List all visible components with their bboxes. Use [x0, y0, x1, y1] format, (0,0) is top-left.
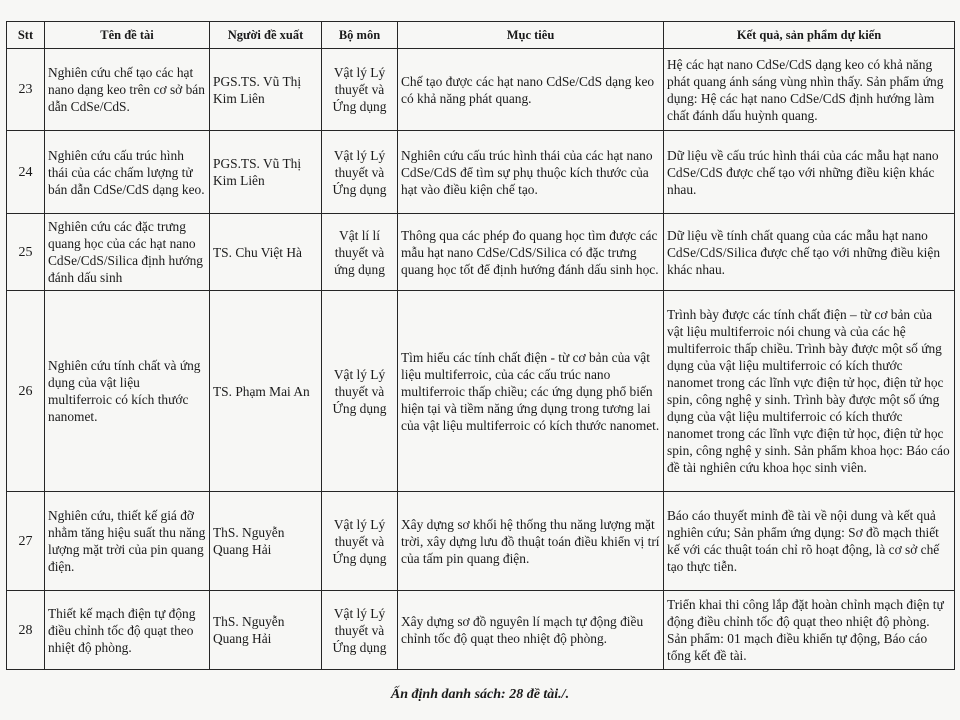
row-stt: 27 [7, 492, 45, 591]
row-expected-result: Trình bày được các tính chất điện – từ cơ bản của vật liệu multiferroic nói chung và của các hệ multiferroic thấp chiều. Trình bày được một số ứng dụng của vật liệu multiferroic có kích thước nanomet trong các lĩnh vực điện tử học, điện tử học spin, công nghệ y sinh. Trình bày được một số ứng dụng của vật liệu multiferroic có kích thước nanomet trong các lĩnh vực điện tử học, điện tử học spin, công nghệ y sinh. Sản phẩm khoa học: Báo cáo đề tài nghiên cứu khoa học sinh viên. [664, 291, 955, 492]
row-department: Vật lý Lý thuyết và Ứng dụng [322, 49, 398, 131]
row-expected-result: Dữ liệu về tính chất quang của các mẫu hạt nano CdSe/CdS/Silica được chế tạo với những điều kiện khác nhau. [664, 214, 955, 291]
row-goal: Xây dựng sơ đồ nguyên lí mạch tự động điều chỉnh tốc độ quạt theo nhiệt độ phòng. [398, 591, 664, 670]
header-goal: Mục tiêu [398, 22, 664, 49]
row-department: Vật lý Lý thuyết và Ứng dụng [322, 591, 398, 670]
row-stt: 26 [7, 291, 45, 492]
row-goal: Thông qua các phép đo quang học tìm được các mẫu hạt nano CdSe/CdS/Silica có đặc trưng quang học tốt để định hướng đánh dấu sinh học. [398, 214, 664, 291]
row-department: Vật lý Lý thuyết và Ứng dụng [322, 291, 398, 492]
table-row [7, 291, 955, 492]
row-stt: 25 [7, 214, 45, 291]
row-goal: Nghiên cứu cấu trúc hình thái của các hạt nano CdSe/CdS để tìm sự phụ thuộc kích thước của hạt vào điều kiện chế tạo. [398, 131, 664, 214]
row-goal: Chế tạo được các hạt nano CdSe/CdS dạng keo có khả năng phát quang. [398, 49, 664, 131]
footer-note: Ấn định danh sách: 28 đề tài./. [390, 687, 570, 702]
header-stt: Stt [7, 22, 45, 49]
header-proposer: Người đề xuất [210, 22, 322, 49]
row-goal: Xây dựng sơ khối hệ thống thu năng lượng mặt trời, xây dựng lưu đồ thuật toán điều khiển vị trí của tấm pin quang điện. [398, 492, 664, 591]
row-topic-name: Nghiên cứu các đặc trưng quang học của các hạt nano CdSe/CdS/Silica định hướng đánh dấu sinh [45, 214, 210, 291]
row-topic-name: Thiết kế mạch điện tự động điều chỉnh tốc độ quạt theo nhiệt độ phòng. [45, 591, 210, 670]
row-proposer: PGS.TS. Vũ Thị Kim Liên [210, 49, 322, 131]
row-proposer: PGS.TS. Vũ Thị Kim Liên [210, 131, 322, 214]
row-expected-result: Hệ các hạt nano CdSe/CdS dạng keo có khả năng phát quang ánh sáng vùng nhìn thấy. Sản phẩm ứng dụng: Hệ các hạt nano CdSe/CdS định hướng làm chất đánh dấu huỳnh quang. [664, 49, 955, 131]
row-stt: 28 [7, 591, 45, 670]
row-topic-name: Nghiên cứu tính chất và ứng dụng của vật liệu multiferroic có kích thước nanomet. [45, 291, 210, 492]
row-expected-result: Dữ liệu về cấu trúc hình thái của các mẫu hạt nano CdSe/CdS được chế tạo với những điều kiện khác nhau. [664, 131, 955, 214]
table-row [7, 49, 955, 131]
row-stt: 24 [7, 131, 45, 214]
topics-table [6, 21, 955, 670]
row-stt: 23 [7, 49, 45, 131]
header-topic-name: Tên đề tài [45, 22, 210, 49]
row-proposer: ThS. Nguyễn Quang Hải [210, 591, 322, 670]
header-department: Bộ môn [322, 22, 398, 49]
row-topic-name: Nghiên cứu, thiết kế giá đỡ nhằm tăng hiệu suất thu năng lượng mặt trời của pin quang điện. [45, 492, 210, 591]
table-row [7, 492, 955, 591]
row-expected-result: Triển khai thi công lắp đặt hoàn chỉnh mạch điện tự động điều chỉnh tốc độ quạt theo nhiệt độ phòng. Sản phẩm: 01 mạch điều khiển tự động, Báo cáo tổng kết đề tài. [664, 591, 955, 670]
row-proposer: TS. Phạm Mai An [210, 291, 322, 492]
row-topic-name: Nghiên cứu cấu trúc hình thái của các chấm lượng tử bán dẫn CdSe/CdS dạng keo. [45, 131, 210, 214]
row-department: Vật lý Lý thuyết và Ứng dụng [322, 492, 398, 591]
row-proposer: ThS. Nguyễn Quang Hải [210, 492, 322, 591]
row-topic-name: Nghiên cứu chế tạo các hạt nano dạng keo trên cơ sở bán dẫn CdSe/CdS. [45, 49, 210, 131]
row-department: Vật lý Lý thuyết và Ứng dụng [322, 131, 398, 214]
header-row [7, 22, 955, 49]
row-department: Vật lí lí thuyết và ứng dụng [322, 214, 398, 291]
row-proposer: TS. Chu Việt Hà [210, 214, 322, 291]
table-row [7, 214, 955, 291]
table-row [7, 131, 955, 214]
header-expected-result: Kết quả, sản phẩm dự kiến [664, 22, 955, 49]
table-row [7, 591, 955, 670]
row-goal: Tìm hiểu các tính chất điện - từ cơ bản của vật liệu multiferroic, của các cấu trúc nano multiferroic thấp chiều; các ứng dụng phổ biến hiện tại và tiềm năng ứng dụng trong tương lai của vật liệu multiferroic có kích thước nanomet. [398, 291, 664, 492]
row-expected-result: Báo cáo thuyết minh đề tài về nội dung và kết quả nghiên cứu; Sản phẩm ứng dụng: Sơ đồ mạch thiết kế với các thuật toán chỉ rõ hoạt động, là cơ sở chế tạo thực tiễn. [664, 492, 955, 591]
